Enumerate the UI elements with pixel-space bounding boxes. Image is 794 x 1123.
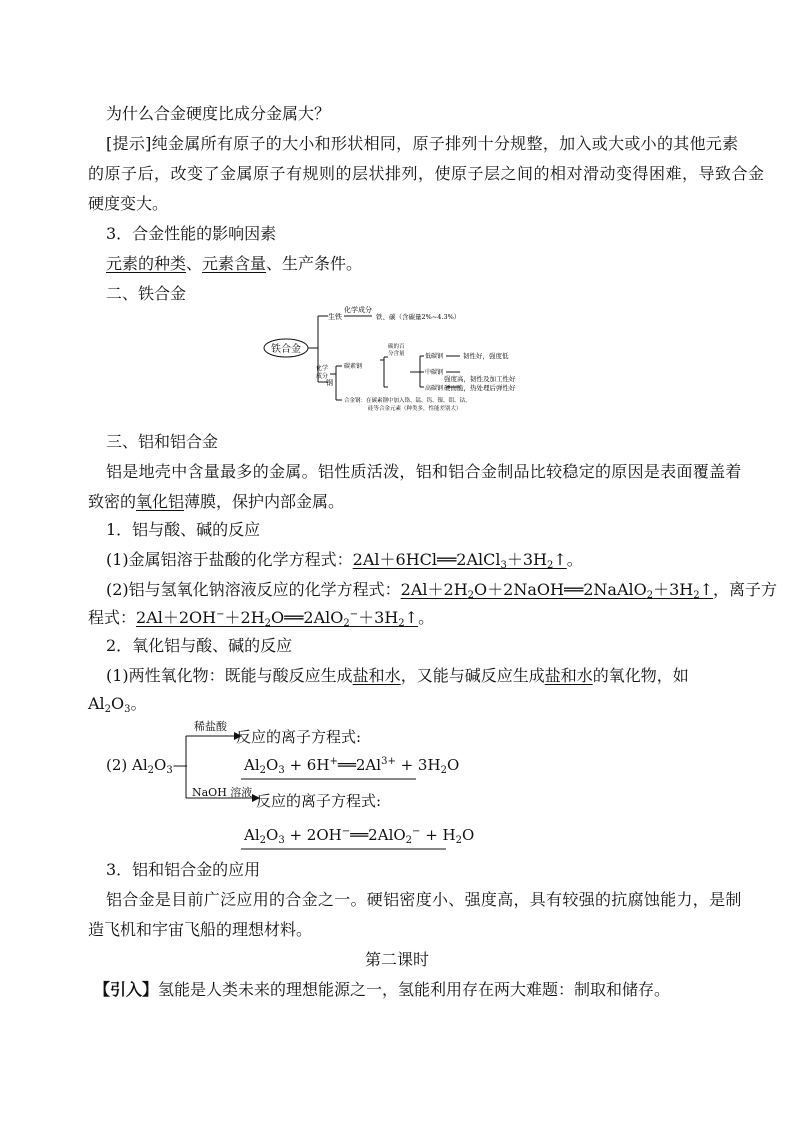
- hint-line-1: [提示]纯金属所有原子的大小和形状相同，原子排列十分规整，加入或大或小的其他元素: [106, 134, 739, 153]
- hint-line-2: 的原子后，改变了金属原子有规则的层状排列，使原子层之间的相对滑动变得困难，导致合金: [88, 164, 765, 183]
- steel-label: 钢: [326, 379, 333, 387]
- factors-line: [106, 254, 362, 274]
- low-carbon-label: 低碳钢: [425, 353, 444, 360]
- alloy-steel-line2: 硅等合金元素（种类多，性能差别大）: [368, 406, 462, 412]
- lesson-two-title: 第二课时: [364, 950, 429, 969]
- high-carbon-desc: 硬而脆，热处理后弹性好: [444, 384, 516, 392]
- intro-line: [94, 980, 670, 1000]
- factor-element-content: 元素含量: [202, 254, 267, 273]
- applications-line-2: 造飞机和宇宙飞船的理想材料。: [88, 920, 313, 939]
- section-iron-alloy: 二、铁合金: [106, 284, 187, 303]
- amphoteric-line-2: $Al_2O_3$。: [88, 694, 147, 715]
- heading-alloy-factors: 3．合金性能的影响因素: [106, 224, 277, 243]
- factor-element-type: 元素的种类: [106, 254, 187, 273]
- hint-line-3: 硬度变大。: [88, 194, 169, 213]
- carbon-steel-label: 碳素钢: [344, 363, 363, 370]
- carbon-pct-a: 碳的百: [388, 344, 405, 350]
- applications-line-1: 铝合金是目前广泛应用的合金之一。硬铝密度小、强度高，具有较强的抗腐蚀能力，是制: [106, 890, 742, 909]
- mid-carbon-desc: 强度高，韧性及加工性好: [444, 375, 516, 383]
- acid-reagent: 稀盐酸: [194, 720, 227, 733]
- low-carbon-desc: 韧性好，强度低: [463, 352, 509, 360]
- root-label: 铁合金: [271, 344, 301, 355]
- heading-al-applications: 3．铝和铝合金的应用: [106, 860, 261, 879]
- acid-ionic-label: 反应的离子方程式:: [236, 728, 362, 746]
- acid-ionic-equation: $Al_2O_3$ + $6H^+══2Al^{3+} + 3H_2O$: [244, 756, 460, 776]
- reaction-naoh: (2)铝与氢氧化钠溶液反应的化学方程式：$2Al+2H_2O+2NaOH══2NaAlO_2+3H_2↑$，离子方: [106, 580, 778, 601]
- salt-water-2: 盐和水: [544, 666, 593, 685]
- heading-alumina: 2．氧化铝与酸、碱的反应: [106, 636, 293, 655]
- salt-water-1: 盐和水: [352, 666, 401, 685]
- intro-text: 氢能是人类未来的理想能源之一，氢能利用存在两大难题：制取和储存。: [158, 980, 671, 999]
- base-reagent: NaOH 溶液: [192, 786, 253, 799]
- base-ionic-label: 反应的离子方程式:: [256, 792, 382, 810]
- equation-naoh: $2Al+2H_2O+2NaOH══2NaAlO_2+3H_2↑$: [400, 580, 714, 601]
- pig-comp-desc: 铁、碳（含碳量2%~4.3%）: [376, 313, 461, 321]
- equation-hcl: $2Al+6HCl══2AlCl_3+3H_2↑$: [352, 550, 567, 571]
- section-aluminum: 三、铝和铝合金: [106, 432, 219, 451]
- base-ionic-equation: $Al_2O_3$ + 2OH−══2AlO$_2$− + $H_2O$: [244, 826, 475, 846]
- carbon-pct-b: 分含量: [388, 351, 405, 357]
- pig-iron-label: 生铁: [328, 313, 342, 321]
- scheme-formula: (2) $Al_2O_3—$: [106, 756, 188, 776]
- high-carbon-label: 高碳钢: [425, 385, 444, 392]
- factor-separator: 、: [186, 254, 203, 273]
- amphoteric-line-1: (1)两性氧化物：既能与酸反应生成盐和水，又能与碱反应生成盐和水的氧化物，如: [106, 666, 689, 685]
- iron-alloy-diagram: [260, 300, 570, 425]
- steel-comp-b: 成分: [316, 373, 329, 380]
- alloy-steel-line1: 合金钢：在碳素钢中加入铬、锰、钨、镍、钼、钴、: [344, 398, 471, 404]
- ionic-equation-line: 程式：$2Al+2OH^-+2H_2O══2AlO_2^-+3H_2↑$。: [88, 608, 435, 629]
- ionic-equation: $2Al+2OH^-+2H_2O══2AlO_2^-+3H_2↑$: [136, 608, 419, 629]
- heading-al-acid-base: 1．铝与酸、碱的反应: [106, 520, 261, 539]
- question-line: 为什么合金硬度比成分金属大？: [106, 104, 331, 123]
- pig-comp-label: 化学成分: [344, 306, 372, 314]
- steel-comp-a: 化学: [316, 365, 329, 372]
- intro-tag: 【引入】: [94, 980, 159, 999]
- aluminum-oxide-underline: 氧化铝: [136, 492, 185, 511]
- mid-carbon-label: 中碳钢: [425, 369, 444, 376]
- reaction-hcl: (1)金属铝溶于盐酸的化学方程式：$2Al+6HCl══2AlCl_3+3H_2↑$。: [106, 550, 583, 571]
- aluminum-para-2: 致密的氧化铝薄膜，保护内部金属。: [88, 492, 345, 511]
- aluminum-para-1: 铝是地壳中含量最多的金属。铝性质活泼，铝和铝合金制品比较稳定的原因是表面覆盖着: [106, 462, 742, 481]
- factor-rest: 、生产条件。: [266, 254, 363, 273]
- alumina-scheme: [106, 712, 475, 862]
